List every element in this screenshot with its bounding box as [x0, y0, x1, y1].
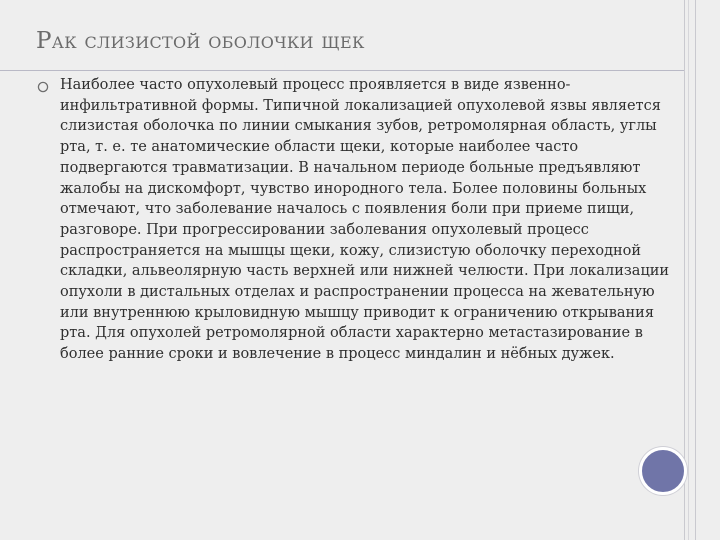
slide-title: Рак слизистой оболочки щек — [36, 28, 365, 54]
slide-body-paragraph: Наиболее часто опухолевый процесс проявляется в виде язвенно-инфильтративной формы. Типичной локализацией опухолевой язвы является слизистая оболочка по линии смыкания зубов, ретромолярная область, углы рта, т. е. те анатомические области щеки, которые наиболее часто подвергаются травматизации. В начальном периоде больные предъявляют жалобы на дискомфорт, чувство инородного тела. Более половины больных отмечают, что заболевание началось с появления боли при приеме пищи, разговоре. При прогрессировании заболевания опухолевый процесс распространяется на мышцы щеки, кожу, слизистую оболочку переходной складки, альвеолярную часть верхней или нижней челюсти. При локализации опухоли в дистальных отделах и распространении процесса на жевательную или внутреннюю крыловидную мышцу приводит к ограничению открывания рта. Для опухолей ретромолярной области характерно метастазирование в более ранние сроки и вовлечение в процесс миндалин и нёбных дужек. — [60, 77, 670, 363]
right-border-line — [688, 0, 689, 540]
title-divider — [0, 70, 684, 71]
decorative-circle — [639, 447, 687, 495]
right-border-line — [695, 0, 696, 540]
circle-bullet-icon — [36, 80, 50, 94]
